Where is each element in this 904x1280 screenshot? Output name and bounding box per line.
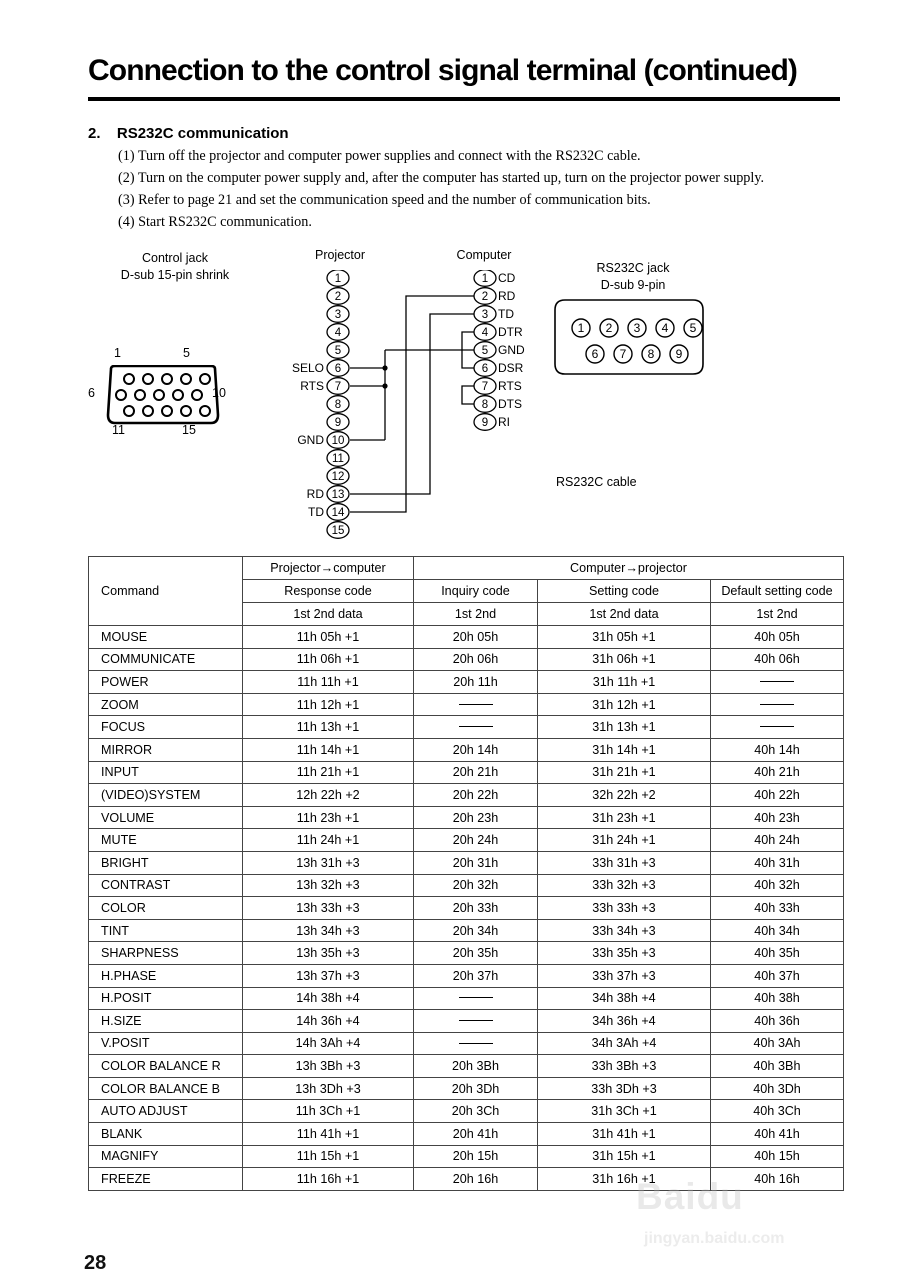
- projector-pin-label-7: RTS: [300, 379, 324, 393]
- setting-code-cell: 33h 33h +3: [538, 897, 711, 920]
- wire-junction-dot: [382, 365, 387, 370]
- setting-code-cell: 34h 3Ah +4: [538, 1032, 711, 1055]
- response-code-cell: 11h 21h +1: [243, 761, 414, 784]
- command-name-cell: BLANK: [89, 1123, 243, 1146]
- command-name-cell: MUTE: [89, 829, 243, 852]
- svg-text:9: 9: [675, 347, 683, 361]
- svg-text:4: 4: [661, 321, 669, 335]
- inquiry-code-cell: 20h 3Bh: [414, 1055, 538, 1078]
- table-row: [89, 671, 844, 694]
- default-setting-code-cell: 40h 3Dh: [711, 1077, 844, 1100]
- table-body: [89, 626, 844, 1191]
- svg-text:7: 7: [619, 347, 627, 361]
- setting-code-cell: 32h 22h +2: [538, 784, 711, 807]
- control-jack-pin-label-11: 11: [112, 423, 125, 437]
- svg-text:4: 4: [481, 327, 489, 339]
- svg-text:12: 12: [331, 471, 345, 483]
- projector-pin-label-13: RD: [306, 487, 324, 501]
- table-row: [89, 1010, 844, 1033]
- default-setting-code-cell: 40h 24h: [711, 829, 844, 852]
- svg-text:1: 1: [481, 273, 489, 285]
- inquiry-code-cell: [414, 693, 538, 716]
- page-number: 28: [84, 1252, 107, 1274]
- computer-pin-label-3: TD: [498, 307, 514, 321]
- svg-text:3: 3: [633, 321, 641, 335]
- not-applicable-dash: [459, 726, 493, 727]
- svg-text:9: 9: [481, 417, 489, 429]
- setting-code-cell: 31h 15h +1: [538, 1145, 711, 1168]
- response-code-cell: 14h 3Ah +4: [243, 1032, 414, 1055]
- setting-code-cell: 31h 3Ch +1: [538, 1100, 711, 1123]
- connection-diagram: [0, 240, 904, 540]
- response-code-cell: 13h 35h +3: [243, 942, 414, 965]
- default-setting-code-cell: 40h 06h: [711, 648, 844, 671]
- response-code-cell: 11h 3Ch +1: [243, 1100, 414, 1123]
- setting-code-cell: 31h 24h +1: [538, 829, 711, 852]
- setting-code-cell: 33h 3Dh +3: [538, 1077, 711, 1100]
- command-name-cell: SHARPNESS: [89, 942, 243, 965]
- default-setting-code-cell: 40h 3Bh: [711, 1055, 844, 1078]
- svg-text:1: 1: [577, 321, 585, 335]
- default-setting-code-cell: 40h 41h: [711, 1123, 844, 1146]
- rs232c-jack-title-line1: RS232C jack: [596, 261, 670, 275]
- command-name-cell: H.PHASE: [89, 964, 243, 987]
- command-name-cell: INPUT: [89, 761, 243, 784]
- dsub-9-pin-connector-icon: [553, 298, 705, 376]
- subheader-response: 1st 2nd data: [243, 603, 414, 626]
- watermark-brand: Baidu: [636, 1176, 744, 1217]
- inquiry-code-cell: [414, 1032, 538, 1055]
- setting-code-cell: 31h 21h +1: [538, 761, 711, 784]
- default-setting-code-cell: 40h 15h: [711, 1145, 844, 1168]
- table-row: [89, 693, 844, 716]
- response-code-cell: 11h 14h +1: [243, 738, 414, 761]
- default-setting-code-cell: 40h 23h: [711, 806, 844, 829]
- svg-text:7: 7: [334, 381, 342, 393]
- table-row: [89, 987, 844, 1010]
- response-code-cell: 13h 3Bh +3: [243, 1055, 414, 1078]
- computer-pin-label-1: CD: [498, 271, 516, 285]
- response-code-cell: 11h 41h +1: [243, 1123, 414, 1146]
- control-jack-pin-label-15: 15: [182, 423, 196, 437]
- default-setting-code-cell: [711, 693, 844, 716]
- section-number: 2.: [88, 125, 101, 142]
- setting-code-cell: 31h 14h +1: [538, 738, 711, 761]
- default-setting-code-cell: 40h 22h: [711, 784, 844, 807]
- inquiry-code-cell: 20h 34h: [414, 919, 538, 942]
- setting-code-cell: 31h 13h +1: [538, 716, 711, 739]
- table-row: [89, 897, 844, 920]
- not-applicable-dash: [459, 704, 493, 705]
- setting-code-cell: 31h 23h +1: [538, 806, 711, 829]
- section-title: RS232C communication: [116, 125, 289, 142]
- step-1: (1) Turn off the projector and computer power supplies and connect with the RS232C cable.: [118, 148, 641, 164]
- column-header-default-setting-code: Default setting code: [711, 580, 844, 603]
- control-jack-pin-label-1: 1: [114, 346, 121, 360]
- inquiry-code-cell: 20h 41h: [414, 1123, 538, 1146]
- response-code-cell: 13h 3Dh +3: [243, 1077, 414, 1100]
- svg-text:14: 14: [331, 507, 345, 519]
- not-applicable-dash: [760, 726, 794, 727]
- computer-pin-label-5: GND: [498, 343, 525, 357]
- svg-text:2: 2: [334, 291, 342, 303]
- not-applicable-dash: [459, 1043, 493, 1044]
- svg-text:6: 6: [481, 363, 489, 375]
- table-row: [89, 1100, 844, 1123]
- svg-text:2: 2: [481, 291, 489, 303]
- response-code-cell: 11h 16h +1: [243, 1168, 414, 1191]
- not-applicable-dash: [760, 704, 794, 705]
- watermark-url: jingyan.baidu.com: [644, 1230, 785, 1247]
- response-code-cell: 14h 36h +4: [243, 1010, 414, 1033]
- inquiry-code-cell: 20h 22h: [414, 784, 538, 807]
- svg-text:15: 15: [331, 525, 345, 537]
- default-setting-code-cell: 40h 31h: [711, 851, 844, 874]
- table-row: [89, 851, 844, 874]
- command-name-cell: ZOOM: [89, 693, 243, 716]
- response-code-cell: 13h 34h +3: [243, 919, 414, 942]
- title-underline-rule: [88, 97, 840, 101]
- svg-text:6: 6: [591, 347, 599, 361]
- step-2: (2) Turn on the computer power supply and, after the computer has started up, turn on the projector power supply.: [118, 170, 765, 186]
- table-header: [89, 557, 844, 626]
- inquiry-code-cell: 20h 23h: [414, 806, 538, 829]
- table-row: [89, 738, 844, 761]
- wire-junction-dot: [382, 383, 387, 388]
- inquiry-code-cell: 20h 06h: [414, 648, 538, 671]
- svg-text:8: 8: [334, 399, 342, 411]
- table-row: [89, 964, 844, 987]
- control-jack-pin-label-5: 5: [183, 346, 190, 360]
- table-row: [89, 1032, 844, 1055]
- command-name-cell: H.SIZE: [89, 1010, 243, 1033]
- table-row: [89, 942, 844, 965]
- column-header-setting-code: Setting code: [538, 580, 711, 603]
- inquiry-code-cell: 20h 16h: [414, 1168, 538, 1191]
- computer-pin-label-9: RI: [498, 415, 510, 429]
- setting-code-cell: 33h 34h +3: [538, 919, 711, 942]
- subheader-inquiry: 1st 2nd: [414, 603, 538, 626]
- inquiry-code-cell: [414, 716, 538, 739]
- section-heading: [88, 125, 289, 142]
- response-code-cell: 11h 13h +1: [243, 716, 414, 739]
- computer-pin-label-7: RTS: [498, 379, 522, 393]
- response-code-cell: 11h 05h +1: [243, 626, 414, 649]
- setting-code-cell: 31h 16h +1: [538, 1168, 711, 1191]
- svg-text:5: 5: [481, 345, 489, 357]
- inquiry-code-cell: 20h 11h: [414, 671, 538, 694]
- table-row: [89, 874, 844, 897]
- setting-code-cell: 33h 35h +3: [538, 942, 711, 965]
- response-code-cell: 13h 32h +3: [243, 874, 414, 897]
- default-setting-code-cell: 40h 38h: [711, 987, 844, 1010]
- setting-code-cell: 31h 05h +1: [538, 626, 711, 649]
- setting-code-cell: 33h 31h +3: [538, 851, 711, 874]
- setting-code-cell: 31h 41h +1: [538, 1123, 711, 1146]
- projector-pin-label-14: TD: [308, 505, 324, 519]
- inquiry-code-cell: [414, 987, 538, 1010]
- default-setting-code-cell: 40h 32h: [711, 874, 844, 897]
- table-row: [89, 1168, 844, 1191]
- command-name-cell: (VIDEO)SYSTEM: [89, 784, 243, 807]
- group-header-computer-to-projector: Computer→projector: [414, 557, 844, 580]
- command-name-cell: MIRROR: [89, 738, 243, 761]
- table-row: [89, 648, 844, 671]
- response-code-cell: 11h 24h +1: [243, 829, 414, 852]
- projector-column-title: Projector: [314, 248, 366, 262]
- inquiry-code-cell: 20h 37h: [414, 964, 538, 987]
- command-name-cell: POWER: [89, 671, 243, 694]
- command-name-cell: CONTRAST: [89, 874, 243, 897]
- computer-pin-label-8: DTS: [498, 397, 522, 411]
- svg-text:5: 5: [334, 345, 342, 357]
- command-name-cell: VOLUME: [89, 806, 243, 829]
- table-row: [89, 829, 844, 852]
- table-row: [89, 919, 844, 942]
- svg-text:2: 2: [605, 321, 613, 335]
- control-jack-pin-label-10: 10: [212, 386, 226, 400]
- table-group-header-row: [89, 557, 844, 580]
- svg-text:6: 6: [334, 363, 342, 375]
- command-name-cell: V.POSIT: [89, 1032, 243, 1055]
- command-name-cell: TINT: [89, 919, 243, 942]
- command-name-cell: COMMUNICATE: [89, 648, 243, 671]
- subheader-setting: 1st 2nd data: [538, 603, 711, 626]
- inquiry-code-cell: [414, 1010, 538, 1033]
- command-name-cell: BRIGHT: [89, 851, 243, 874]
- response-code-cell: 11h 23h +1: [243, 806, 414, 829]
- not-applicable-dash: [459, 997, 493, 998]
- not-applicable-dash: [459, 1020, 493, 1021]
- default-setting-code-cell: 40h 37h: [711, 964, 844, 987]
- setting-code-cell: 31h 06h +1: [538, 648, 711, 671]
- table-row: [89, 806, 844, 829]
- svg-text:9: 9: [334, 417, 342, 429]
- step-3: (3) Refer to page 21 and set the communication speed and the number of communication bits.: [118, 192, 651, 208]
- projector-pin-label-6: SELO: [291, 361, 324, 375]
- default-setting-code-cell: 40h 05h: [711, 626, 844, 649]
- inquiry-code-cell: 20h 15h: [414, 1145, 538, 1168]
- command-name-cell: FREEZE: [89, 1168, 243, 1191]
- control-jack-title-line2: D-sub 15-pin shrink: [120, 267, 230, 282]
- default-setting-code-cell: 40h 33h: [711, 897, 844, 920]
- inquiry-code-cell: 20h 35h: [414, 942, 538, 965]
- dsub-15-pin-connector-icon: [105, 365, 221, 427]
- command-name-cell: COLOR BALANCE B: [89, 1077, 243, 1100]
- command-code-table: [88, 556, 844, 1191]
- response-code-cell: 13h 33h +3: [243, 897, 414, 920]
- group-header-projector-to-computer: Projector→computer: [243, 557, 414, 580]
- pin-wiring-diagram: [270, 270, 560, 545]
- inquiry-code-cell: 20h 21h: [414, 761, 538, 784]
- computer-pin-label-6: DSR: [498, 361, 524, 375]
- response-code-cell: 13h 31h +3: [243, 851, 414, 874]
- svg-text:10: 10: [331, 435, 345, 447]
- setting-code-cell: 34h 38h +4: [538, 987, 711, 1010]
- column-header-inquiry-code: Inquiry code: [414, 580, 538, 603]
- svg-text:3: 3: [481, 309, 489, 321]
- computer-pin-label-4: DTR: [498, 325, 523, 339]
- default-setting-code-cell: 40h 3Ah: [711, 1032, 844, 1055]
- svg-text:7: 7: [481, 381, 489, 393]
- svg-text:3: 3: [334, 309, 342, 321]
- projector-pin-label-10: GND: [297, 433, 324, 447]
- svg-text:4: 4: [334, 327, 342, 339]
- table-row: [89, 1055, 844, 1078]
- table-row: [89, 1123, 844, 1146]
- default-setting-code-cell: 40h 21h: [711, 761, 844, 784]
- command-name-cell: FOCUS: [89, 716, 243, 739]
- default-setting-code-cell: 40h 35h: [711, 942, 844, 965]
- step-4: (4) Start RS232C communication.: [118, 214, 312, 230]
- default-setting-code-cell: 40h 16h: [711, 1168, 844, 1191]
- setting-code-cell: 34h 36h +4: [538, 1010, 711, 1033]
- inquiry-code-cell: 20h 31h: [414, 851, 538, 874]
- default-setting-code-cell: [711, 671, 844, 694]
- inquiry-code-cell: 20h 33h: [414, 897, 538, 920]
- command-name-cell: COLOR: [89, 897, 243, 920]
- control-jack-title-line1: Control jack: [142, 251, 208, 265]
- response-code-cell: 11h 06h +1: [243, 648, 414, 671]
- not-applicable-dash: [760, 681, 794, 682]
- response-code-cell: 11h 11h +1: [243, 671, 414, 694]
- default-setting-code-cell: [711, 716, 844, 739]
- table-row: [89, 761, 844, 784]
- inquiry-code-cell: 20h 3Ch: [414, 1100, 538, 1123]
- command-name-cell: H.POSIT: [89, 987, 243, 1010]
- table-row: [89, 1145, 844, 1168]
- control-jack-title: [100, 250, 250, 284]
- default-setting-code-cell: 40h 14h: [711, 738, 844, 761]
- command-name-cell: MOUSE: [89, 626, 243, 649]
- table-row: [89, 626, 844, 649]
- command-name-cell: MAGNIFY: [89, 1145, 243, 1168]
- setting-code-cell: 33h 3Bh +3: [538, 1055, 711, 1078]
- control-jack-pin-label-6: 6: [88, 386, 95, 400]
- command-name-cell: COLOR BALANCE R: [89, 1055, 243, 1078]
- setting-code-cell: 33h 32h +3: [538, 874, 711, 897]
- inquiry-code-cell: 20h 24h: [414, 829, 538, 852]
- inquiry-code-cell: 20h 14h: [414, 738, 538, 761]
- svg-text:5: 5: [689, 321, 697, 335]
- table-row: [89, 1077, 844, 1100]
- svg-text:13: 13: [331, 489, 345, 501]
- computer-column-title: Computer: [456, 248, 512, 262]
- table-row: [89, 784, 844, 807]
- rs232c-jack-title: [553, 260, 713, 294]
- inquiry-code-cell: 20h 32h: [414, 874, 538, 897]
- column-header-command: Command: [89, 557, 243, 626]
- default-setting-code-cell: 40h 3Ch: [711, 1100, 844, 1123]
- response-code-cell: 12h 22h +2: [243, 784, 414, 807]
- command-name-cell: AUTO ADJUST: [89, 1100, 243, 1123]
- response-code-cell: 13h 37h +3: [243, 964, 414, 987]
- setting-code-cell: 31h 11h +1: [538, 671, 711, 694]
- svg-text:8: 8: [481, 399, 489, 411]
- setting-code-cell: 33h 37h +3: [538, 964, 711, 987]
- inquiry-code-cell: 20h 05h: [414, 626, 538, 649]
- subheader-default: 1st 2nd: [711, 603, 844, 626]
- response-code-cell: 11h 12h +1: [243, 693, 414, 716]
- svg-text:11: 11: [332, 453, 344, 465]
- computer-pin-label-2: RD: [498, 289, 516, 303]
- response-code-cell: 14h 38h +4: [243, 987, 414, 1010]
- default-setting-code-cell: 40h 36h: [711, 1010, 844, 1033]
- rs232c-jack-title-line2: D-sub 9-pin: [600, 277, 666, 292]
- column-header-response-code: Response code: [243, 580, 414, 603]
- rs232c-cable-label: RS232C cable: [556, 475, 637, 489]
- table-row: [89, 716, 844, 739]
- default-setting-code-cell: 40h 34h: [711, 919, 844, 942]
- svg-text:1: 1: [334, 273, 342, 285]
- inquiry-code-cell: 20h 3Dh: [414, 1077, 538, 1100]
- svg-text:8: 8: [647, 347, 655, 361]
- page-title: Connection to the control signal terminal (continued): [88, 54, 797, 87]
- setting-code-cell: 31h 12h +1: [538, 693, 711, 716]
- response-code-cell: 11h 15h +1: [243, 1145, 414, 1168]
